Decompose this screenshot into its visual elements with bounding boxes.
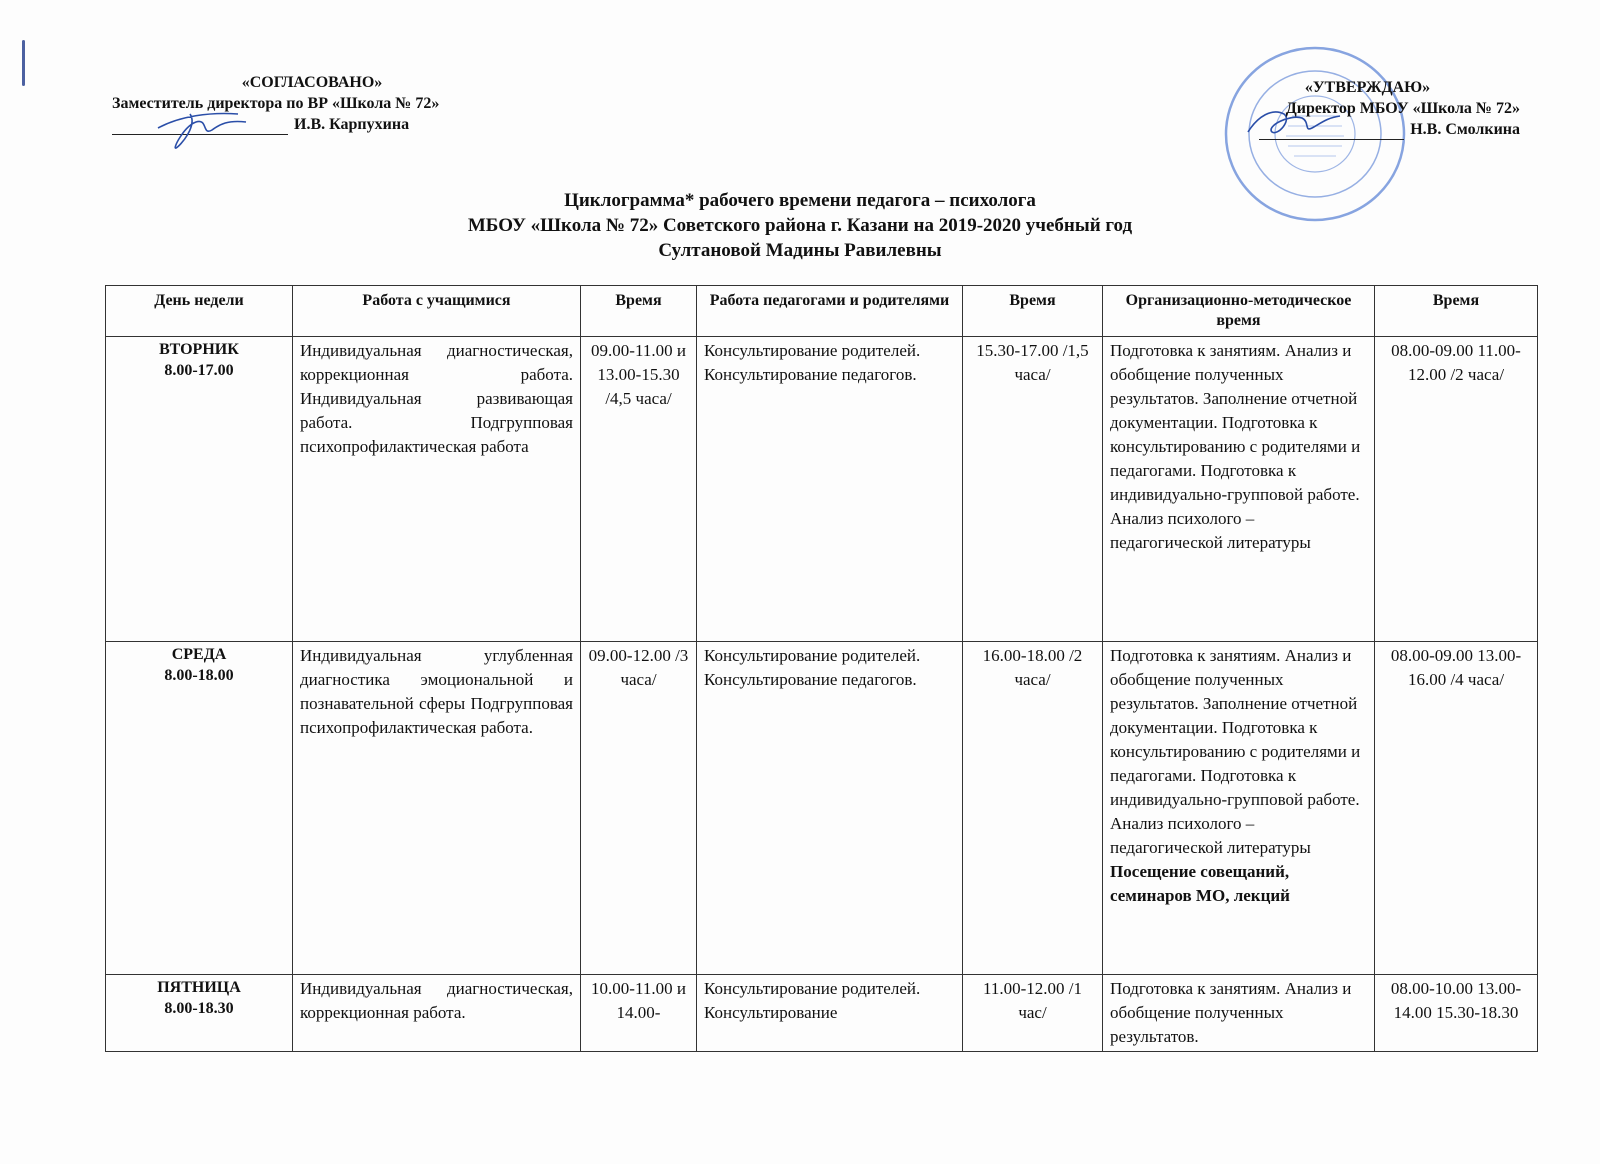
approved-position: Директор МБОУ «Школа № 72» [1285,100,1520,117]
agreed-signature-icon [150,106,260,152]
parents-time-cell: 15.30-17.00 /1,5 часа/ [963,337,1103,642]
column-header: День недели [106,286,293,337]
method-work-cell [1103,975,1375,1052]
parents-work-cell: Консультирование родителей. Консультирование [697,975,963,1052]
students-time-cell: 09.00-12.00 /3 часа/ [581,642,697,975]
schedule-table [105,285,1538,1052]
document-title [0,188,1600,263]
table-header-row [106,286,1538,337]
table-row [106,975,1538,1052]
method-text: Подготовка к занятиям. Анализ и обобщение полученных результатов. Заполнение отчетной документации. Подготовка к консультированию с родителями и педагогами. Подготовка к индивидуально-групповой работе. Анализ психолого – педагогической литературы [1110,341,1361,552]
agreed-position: Заместитель директора по ВР «Школа № 72» [112,95,440,112]
day-hours: 8.00-17.00 [164,362,234,379]
day-name: СРЕДА [171,646,227,663]
method-work-cell [1103,642,1375,975]
parents-time-cell: 11.00-12.00 /1 час/ [963,975,1103,1052]
students-time-cell: 09.00-11.00 и 13.00-15.30 /4,5 часа/ [581,337,697,642]
method-text: Подготовка к занятиям. Анализ и обобщение полученных результатов. [1110,979,1352,1046]
approved-label: «УТВЕРЖДАЮ» [1304,79,1431,96]
column-header: Организационно-методическое время [1103,286,1375,337]
signature-line [1259,125,1404,140]
title-line-1: Циклограмма* рабочего времени педагога – психолога [564,190,1036,211]
column-header: Время [581,286,697,337]
method-extra-text: Посещение совещаний, семинаров МО, лекций [1110,862,1290,905]
method-text: Подготовка к занятиям. Анализ и обобщение полученных результатов. Заполнение отчетной документации. Подготовка к консультированию с родителями и педагогами. Подготовка к индивидуально-групповой работе. Анализ психолого – педагогической литературы [1110,646,1361,857]
day-hours: 8.00-18.00 [164,667,234,684]
students-work-cell: Индивидуальная диагностическая, коррекционная работа. [293,975,581,1052]
scan-margin-mark [22,40,25,86]
column-header: Время [963,286,1103,337]
approved-block [1175,77,1520,140]
students-work-cell: Индивидуальная углубленная диагностика эмоциональной и познавательной сферы Подгрупповая психопрофилактическая работа. [293,642,581,975]
students-time-cell: 10.00-11.00 и 14.00- [581,975,697,1052]
day-cell [106,975,293,1052]
students-work-cell: Индивидуальная диагностическая, коррекционная работа. Индивидуальная развивающая работа. Подгрупповая психопрофилактическая работа [293,337,581,642]
day-name: ВТОРНИК [159,341,239,358]
table-row [106,642,1538,975]
day-cell [106,337,293,642]
day-cell [106,642,293,975]
approved-signature-row [1175,119,1520,140]
method-time-cell: 08.00-09.00 13.00-16.00 /4 часа/ [1375,642,1538,975]
agreed-label: «СОГЛАСОВАНО» [241,74,383,91]
column-header: Работа педагогами и родителями [697,286,963,337]
parents-time-cell: 16.00-18.00 /2 часа/ [963,642,1103,975]
parents-work-cell: Консультирование родителей. Консультирование педагогов. [697,337,963,642]
method-work-cell [1103,337,1375,642]
table-row [106,337,1538,642]
method-time-cell: 08.00-10.00 13.00-14.00 15.30-18.30 [1375,975,1538,1052]
method-time-cell: 08.00-09.00 11.00-12.00 /2 часа/ [1375,337,1538,642]
column-header: Время [1375,286,1538,337]
day-hours: 8.00-18.30 [164,1000,234,1017]
day-name: ПЯТНИЦА [157,979,241,996]
parents-work-cell: Консультирование родителей. Консультирование педагогов. [697,642,963,975]
title-line-2: МБОУ «Школа № 72» Советского района г. Казани на 2019-2020 учебный год [467,215,1133,236]
column-header: Работа с учащимися [293,286,581,337]
title-line-3: Султановой Мадины Равилевны [658,240,942,261]
approved-name: Н.В. Смолкина [1410,121,1520,138]
agreed-name: И.В. Карпухина [294,116,410,133]
